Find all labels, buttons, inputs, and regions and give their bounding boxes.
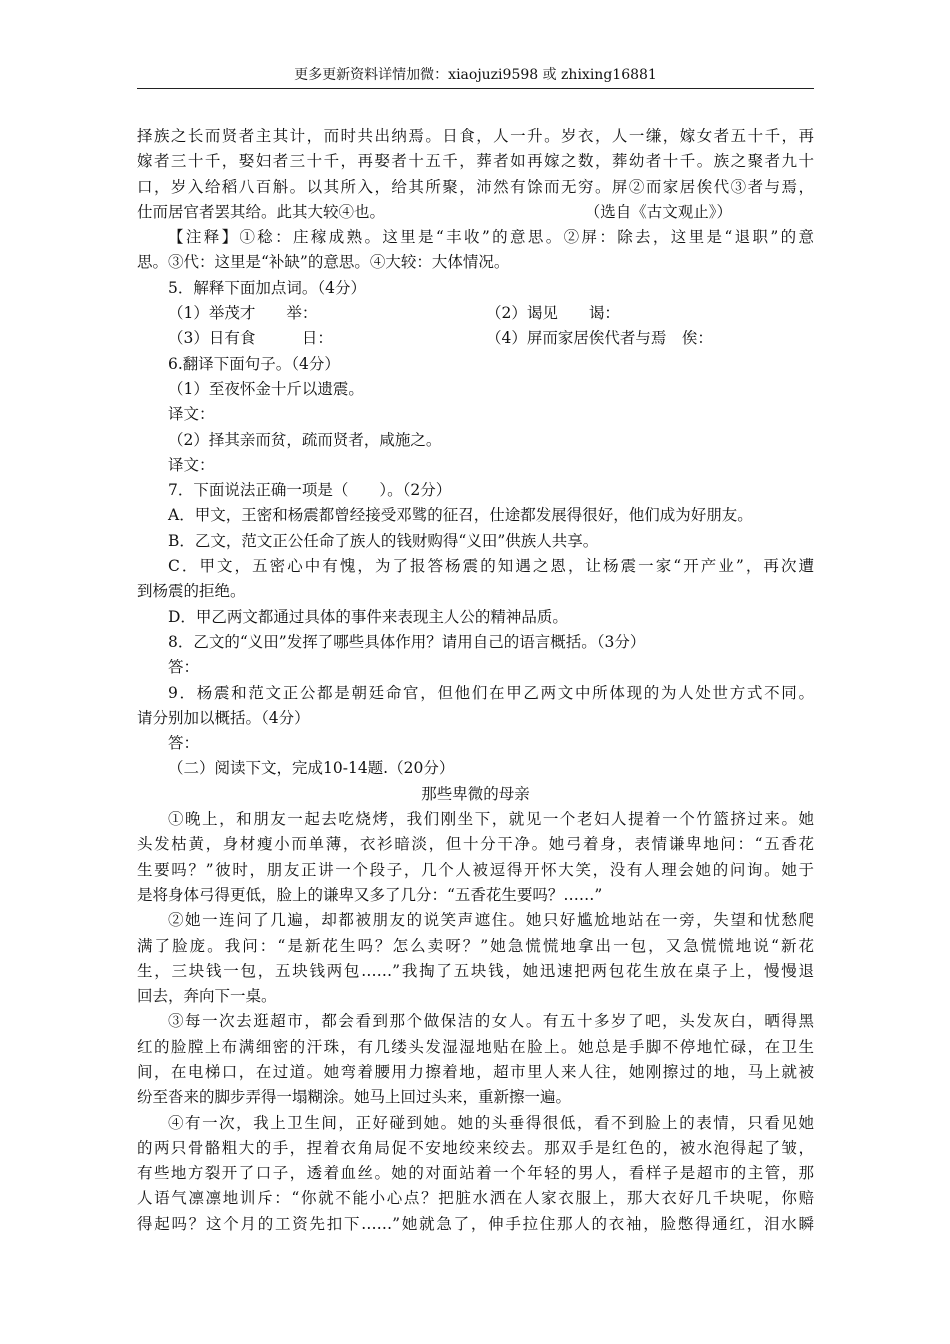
paragraph-line: 间，在电梯口，在过道。她弯着腰用力擦着地，超市里人来人往，她刚擦过的地，马上就被: [137, 1062, 814, 1081]
answer-label: 答：: [168, 734, 200, 753]
article-title: 那些卑微的母亲: [421, 784, 530, 803]
paragraph-line: 满了脸庞。我问：“是新花生吗？怎么卖呀？”她急慌慌地拿出一包，又急慌慌地说“新花: [137, 936, 814, 955]
question-9: 9．杨震和范文正公都是朝廷命官，但他们在甲乙两文中所体现的为人处世方式不同。: [168, 683, 814, 702]
text-line: [137, 200, 814, 225]
page-header: 更多更新资料详情加微：xiaojuzi9598 或 zhixing16881: [294, 67, 657, 83]
section-heading: （二）阅读下文，完成10-14题.（20分）: [168, 759, 455, 778]
q6-item-2: （2）择其亲而贫，疏而贤者，咸施之。: [168, 430, 442, 449]
paragraph-line: 的两只骨骼粗大的手，捏着衣角局促不安地绞来绞去。那双手是红色的，被水泡得起了皱，: [137, 1138, 814, 1157]
annotation-line: 思。③代：这里是“补缺”的意思。④大较：大体情况。: [137, 253, 510, 272]
paragraph-line: 生要吗？”彼时，朋友正讲一个段子，几个人被逗得开怀大笑，没有人理会她的问询。她于: [137, 860, 814, 879]
question-7: 7．下面说法正确一项是（ ）。（2分）: [168, 481, 452, 500]
option-b: B．乙文，范文正公任命了族人的钱财购得“义田”供族人共享。: [168, 531, 599, 550]
option-c-cont: 到杨震的拒绝。: [137, 582, 246, 601]
paragraph-line: 生，三块钱一包，五块钱两包……”我掏了五块钱，她迅速把两包花生放在桌子上，慢慢退: [137, 961, 814, 980]
annotation-line: 【注释】①稔：庄稼成熟。这里是“丰收”的意思。②屏：除去，这里是“退职”的意: [168, 228, 814, 247]
translation-label: 译文：: [168, 405, 215, 424]
q5-item-4: （4）屏而家居俟代者与焉 俟：: [486, 329, 713, 348]
text-line: 择族之长而贤者主其计，而时共出纳焉。日食，人一升。岁衣，人一缣，嫁女者五十千，再: [137, 127, 814, 145]
paragraph-line: ①晚上，和朋友一起去吃烧烤，我们刚坐下，就见一个老妇人提着一个竹篮挤过来。她: [168, 810, 814, 829]
header-divider: [137, 88, 814, 89]
question-5-row1: [137, 301, 814, 326]
option-a: A．甲文，王密和杨震都曾经接受邓骘的征召，仕途都发展得很好，他们成为好朋友。: [168, 506, 753, 525]
question-8: 8．乙文的“义田”发挥了哪些具体作用？请用自己的语言概括。（3分）: [168, 632, 646, 651]
paragraph-line: 是将身体弓得更低，脸上的谦卑又多了几分：“五香花生要吗？……”: [137, 885, 603, 904]
paragraph-line: 纷至沓来的脚步弄得一塌糊涂。她马上回过头来，重新擦一遍。: [137, 1088, 572, 1107]
answer-label: 答：: [168, 658, 200, 677]
q5-item-2: （2）谒见 谒：: [486, 304, 620, 323]
question-9-cont: 请分别加以概括。（4分）: [137, 708, 310, 727]
question-5: 5．解释下面加点词。（4分）: [168, 278, 366, 297]
question-6: 6.翻译下面句子。（4分）: [168, 354, 340, 373]
q5-item-3: （3）日有食 日：: [168, 329, 333, 348]
paragraph-line: ④有一次，我上卫生间，正好碰到她。她的头垂得很低，看不到脸上的表情，只看见她: [168, 1113, 814, 1132]
text-line: 口，岁入给稻八百斛。以其所入，给其所聚，沛然有馀而无穷。屏②而家居俟代③者与焉，: [137, 177, 814, 196]
document-body: [137, 124, 814, 1237]
paragraph-line: 得起吗？这个月的工资先扣下……”她就急了，伸手拉住那人的衣袖，脸憋得通红，泪水瞬: [137, 1214, 814, 1233]
option-d: D．甲乙两文都通过具体的事件来表现主人公的精神品质。: [168, 607, 568, 626]
paragraph-line: 回去，奔向下一桌。: [137, 987, 277, 1006]
q6-item-1: （1）至夜怀金十斤以遗震。: [168, 379, 364, 398]
source-citation: （选自《古文观止》）: [584, 202, 732, 221]
translation-label: 译文：: [168, 455, 215, 474]
paragraph-line: 红的脸膛上布满细密的汗珠，有几缕头发湿湿地贴在脸上。她总是手脚不停地忙碌，在卫生: [137, 1037, 814, 1056]
paragraph-line: 有些地方裂开了口子，透着血丝。她的对面站着一个年轻的男人，看样子是超市的主管，那: [137, 1164, 814, 1183]
paragraph-line: ③每一次去逛超市，都会看到那个做保洁的女人。有五十多岁了吧，头发灰白，晒得黑: [168, 1012, 814, 1031]
question-5-row2: [137, 326, 814, 351]
paragraph-line: 人语气凛凛地训斥：“你就不能小心点？把脏水洒在人家衣服上，那大衣好几千块呢，你赔: [137, 1189, 814, 1208]
text-line: 嫁者三十千，娶妇者三十千，再娶者十五千，葬者如再嫁之数，葬幼者十千。族之聚者九十: [137, 152, 814, 171]
q5-item-1: （1）举茂才 举：: [168, 304, 318, 323]
option-c: C．甲文，五密心中有愧，为了报答杨震的知遇之恩，让杨震一家“开产业”，再次遭: [168, 557, 814, 576]
text-segment: 仕而居官者罢其给。此其大较④也。: [137, 202, 386, 221]
paragraph-line: 头发枯黄，身材瘦小而单薄，衣衫暗淡，但十分干净。她弓着身，表情谦卑地问：“五香花: [137, 835, 814, 854]
paragraph-line: ②她一连问了几遍，却都被朋友的说笑声遮住。她只好尴尬地站在一旁，失望和忧愁爬: [168, 911, 814, 930]
